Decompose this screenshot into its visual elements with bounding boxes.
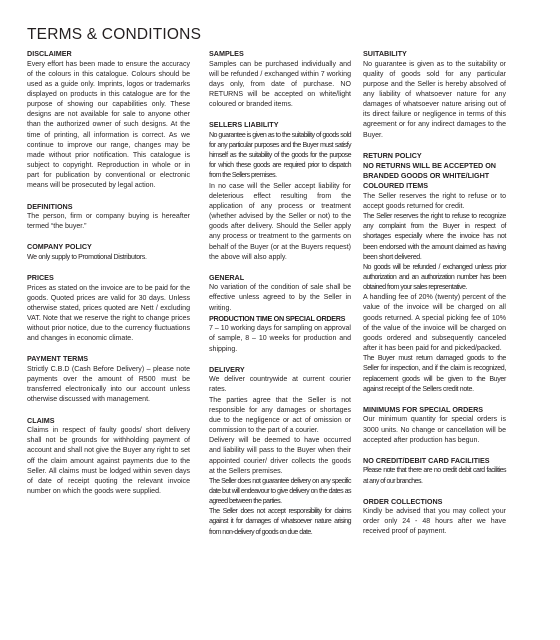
section-delivery <box>209 365 351 538</box>
section-text: Delivery will be deemed to have occurred and liability will pass to the Buyer when their appointed courier/ driver collects the goods at the Sellers premises. <box>209 437 351 475</box>
section-heading: PRICES <box>27 273 54 282</box>
section-no-card-facilities <box>363 456 506 487</box>
section-text: Claims in respect of faulty goods/ short delivery shall not be grounds for withholding payment of account and shall not give the Buyer any right to set off the claim amount against payments due to the Seller. All claims must be lodged within seven days of date of receipt quoting the relevant invoice number on which the goods were supplied. <box>27 427 190 495</box>
section-company-policy <box>27 242 190 263</box>
section-text: No variation of the condition of sale shall be effective unless agreed to by the Seller in writing. <box>209 284 351 312</box>
column-2 <box>209 49 351 538</box>
section-text: Strictly C.B.D (Cash Before Delivery) – please note payments over the amount of R500 must be transferred electronically into our account unless otherwise discussed with management. <box>27 365 190 404</box>
section-order-collections <box>363 497 506 538</box>
section-text: Kindly be advised that you may collect your order only 24 - 48 hours after we have received proof of payment. <box>363 508 506 536</box>
page-title: TERMS & CONDITIONS <box>27 26 202 43</box>
section-text: The parties agree that the Seller is not responsible for any damages or shortages due to the negligence or act of omission or commission to the part of a courier. <box>209 396 351 435</box>
section-suitability <box>363 49 506 141</box>
section-return-policy <box>363 151 506 395</box>
section-minimums <box>363 405 506 446</box>
section-heading: SAMPLES <box>209 49 244 58</box>
section-heading: GENERAL <box>209 272 245 282</box>
section-text: The Seller does not guarantee delivery on any specific date but will endeavour to give delivery on the dates as agreed between the parties. <box>209 477 351 506</box>
section-text: The Buyer must return damaged goods to the Seller for inspection, and if the claim is recognized, replacement goods will be given to the Buyer against receipt of the Sellers credit note. <box>363 355 506 393</box>
section-heading: ORDER COLLECTIONS <box>363 496 443 506</box>
section-text: No guarantee is given as to the suitability of goods sold for any particular purposes and the Buyer must satisfy himself as the suitability of the goods for the purpose for which these goods are required prior to dispatch from the Sellers premises. <box>209 131 351 180</box>
section-text: Samples can be purchased individually and will be refunded / exchanged within 7 working days only, from date of purchase. NO RETURNS will be accepted on white/light coloured or branded items. <box>209 60 351 109</box>
section-text: We deliver countrywide at current courier rates. <box>209 376 351 394</box>
column-3 <box>363 49 506 538</box>
section-disclaimer <box>27 49 190 192</box>
section-definitions <box>27 202 190 233</box>
section-claims <box>27 416 190 498</box>
section-heading: PAYMENT TERMS <box>27 354 89 364</box>
section-text: 7 – 10 working days for sampling on approval of sample, 8 – 10 weeks for production and shipping. <box>209 325 351 353</box>
section-heading: DELIVERY <box>209 364 245 374</box>
section-heading: DISCLAIMER <box>27 49 72 58</box>
section-heading: RETURN POLICY <box>363 150 422 160</box>
section-heading: NO CREDIT/DEBIT CARD FACILITIES <box>363 455 490 465</box>
section-heading: SELLERS LIABILITY <box>209 120 279 130</box>
section-heading: COMPANY POLICY <box>27 242 92 252</box>
section-text: The Seller does not accept responsibility for claims against it for damages of whatsoever nature arising from non-delivery of goods on due date. <box>209 508 351 536</box>
section-text: The Seller reserves the right to refuse or to accept goods returned for credit. <box>363 192 506 210</box>
section-text: The Seller reserves the right to refuse to recognize any complaint from the Buyer in respect of shortages especially where the invoice has not been endorsed with the amount claimed as having been short delivered. <box>363 213 506 261</box>
section-text: A handling fee of 20% (twenty) percent of the value of the invoice will be charged on all goods returned. A special picking fee of 10% of the value of the invoice will be charged on goods ordered and subsequently canceled after it has been paid for and picked/packed. <box>363 294 506 353</box>
section-heading: DEFINITIONS <box>27 201 73 211</box>
section-text: Prices as stated on the invoice are to be paid for the goods. Quoted prices are valid for 30 days. Unless otherwise stated, prices quoted are Nett / excluding VAT. Note that we reserve the right to change prices without prior notice, due to the currency fluctuations and changes in economic climate. <box>27 284 190 343</box>
section-text: We only supply to Promotional Distributors. <box>27 253 147 261</box>
section-text: The person, firm or company buying is hereafter termed “the buyer.” <box>27 213 190 231</box>
section-payment-terms <box>27 354 190 405</box>
section-samples <box>209 49 351 110</box>
section-heading: SUITABILITY <box>363 49 407 58</box>
section-prices <box>27 273 190 344</box>
section-text: Every effort has been made to ensure the accuracy of the colours in this catalogue. Colours should be used as a guide only. Imprints, logos or trademarks displayed on products in this catalogue are for the purpose of showing our capabilities only. These designs are not available for sale to anyone other than the authorized owner of such designs. At the time of printing, all information is correct. As we continue to improve our range, changes may be made without prior notification. This catalogue is subject to copyright. Reproduction in whole or in part for publication by conventional or electronic means will be prosecuted by legal action. <box>27 60 190 190</box>
section-sellers-liability <box>209 120 351 263</box>
section-text: No guarantee is given as to the suitability or quality of goods sold for any particular purpose and the Seller is hereby absolved of any liability of whatsoever nature for any damages of whatsoever nature arising out of its direct failure or negligence in terms of this agreement or for any indirect damages to the Buyer. <box>363 60 506 139</box>
section-general <box>209 273 351 314</box>
section-text: Our minimum quantity for special orders is 3000 units. No change or cancellation will be accepted after production has begun. <box>363 416 506 444</box>
section-subheading: NO RETURNS WILL BE ACCEPTED ON BRANDED GOODS OR WHITE/LIGHT COLOURED ITEMS <box>363 161 496 191</box>
section-heading: MINIMUMS FOR SPECIAL ORDERS <box>363 404 484 414</box>
section-production-time <box>209 314 351 355</box>
section-heading: PRODUCTION TIME ON SPECIAL ORDERS <box>209 313 346 323</box>
section-text: In no case will the Seller accept liability for deleterious effect resulting from the application of any process or treatment (whether advised by the Seller or not) to the goods after delivery. Should the Seller apply any process or treatment to the garments on behalf of the Buyer (or at the Buyers request) the above will also apply. <box>209 182 351 261</box>
section-text: No goods will be refunded / exchanged unless prior authorization and an authorization number has been obtained from your sales representative. <box>363 263 506 292</box>
section-heading: CLAIMS <box>27 415 55 425</box>
column-1 <box>27 49 190 497</box>
section-text: Please note that there are no credit debit card facilities at any of our branches. <box>363 467 506 485</box>
